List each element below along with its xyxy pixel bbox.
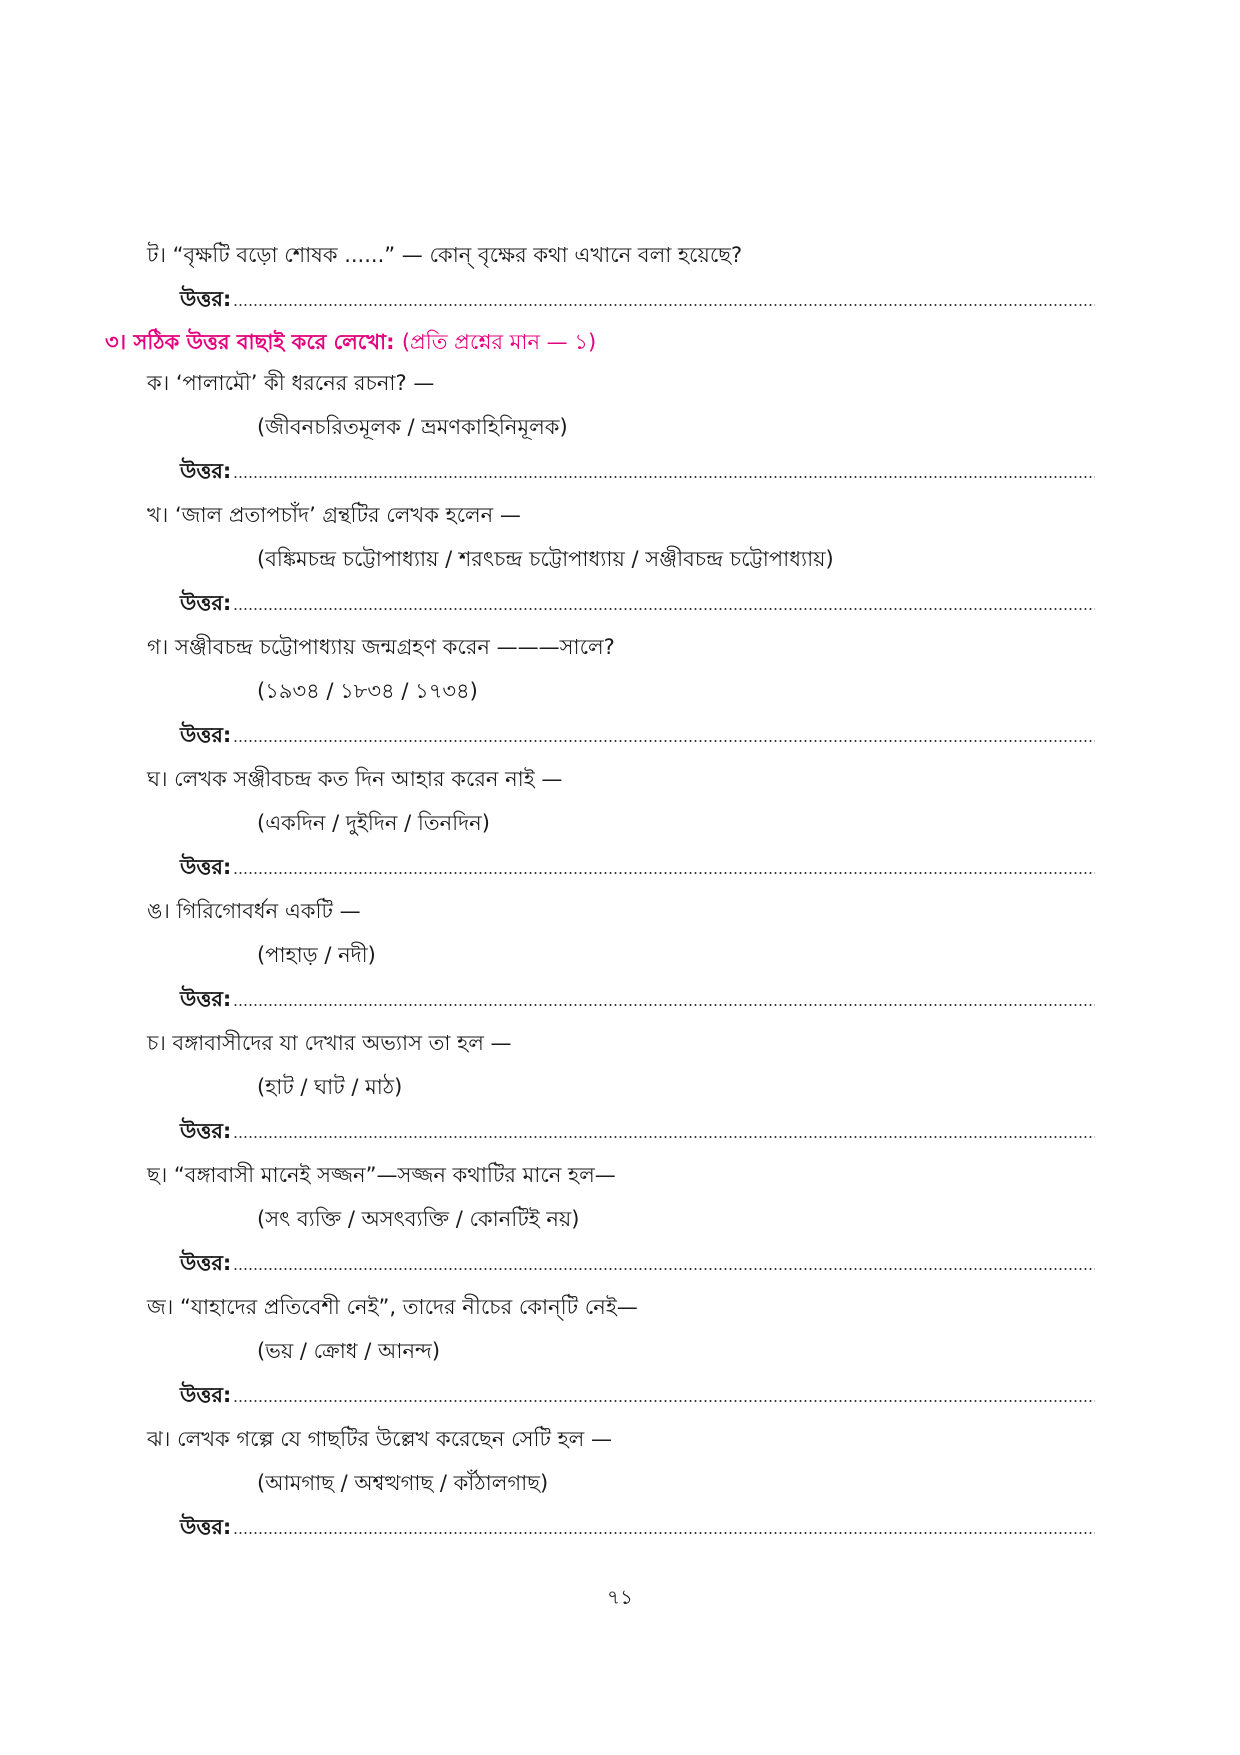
question-ga: গ। সঞ্জীবচন্দ্র চট্টোপাধ্যায় জন্মগ্রহণ করেন ———সালে? [147,635,615,659]
answer-label: উত্তর: [180,591,232,615]
options-nga: (পাহাড় / নদী) [257,943,376,967]
options-chha: (সৎ ব্যক্তি / অসৎব্যক্তি / কোনটিই নয়) [257,1207,580,1231]
answer-dots [233,1004,1095,1006]
answer-line-ka[interactable] [180,456,1095,486]
answer-dots [233,476,1095,478]
options-ka: (জীবনচরিতমূলক / ভ্রমণকাহিনিমূলক) [257,415,568,439]
answer-line-nga[interactable] [180,984,1095,1014]
question-jha: ঝ। লেখক গল্পে যে গাছটির উল্লেখ করেছেন সেটি হল — [147,1427,612,1451]
answer-dots [233,1136,1095,1138]
answer-line-cha[interactable] [180,1116,1095,1146]
question-ka: ক। ‘পালামৌ’ কী ধরনের রচনা? — [147,371,435,395]
answer-label: উত্তর: [180,987,232,1011]
answer-label: উত্তর: [180,855,232,879]
answer-line-ga[interactable] [180,720,1095,750]
answer-label: উত্তর: [180,1515,232,1539]
answer-dots [233,1532,1095,1534]
question-cha: চ। বঙ্গাবাসীদের যা দেখার অভ্যাস তা হল — [147,1031,512,1055]
answer-label: উত্তর: [180,287,232,311]
answer-dots [233,304,1095,306]
question-gha: ঘ। লেখক সঞ্জীবচন্দ্র কত দিন আহার করেন নাই — [147,767,563,791]
answer-dots [233,608,1095,610]
answer-label: উত্তর: [180,1119,232,1143]
answer-dots [233,740,1095,742]
section-3-heading [105,327,596,357]
answer-label: উত্তর: [180,1383,232,1407]
answer-line-ta[interactable] [180,284,1095,314]
question-ja: জ। “যাহাদের প্রতিবেশী নেই”, তাদের নীচের কোন্‌টি নেই— [147,1295,638,1319]
options-kha: (বঙ্কিমচন্দ্র চট্টোপাধ্যায় / শরৎচন্দ্র চট্টোপাধ্যায় / সঞ্জীবচন্দ্র চট্টোপাধ্যায়) [257,547,834,571]
question-ta: ট। “বৃক্ষটি বড়ো শোষক ......” — কোন্ বৃক্ষের কথা এখানে বলা হয়েছে? [147,243,743,267]
page-number: ৭১ [607,1585,633,1609]
answer-line-chha[interactable] [180,1248,1095,1278]
options-cha: (হাট / ঘাট / মাঠ) [257,1075,403,1099]
section-3-title: ৩। সঠিক উত্তর বাছাই করে লেখো: [105,330,395,354]
answer-dots [233,1268,1095,1270]
options-ga: (১৯৩৪ / ১৮৩৪ / ১৭৩৪) [257,679,478,703]
answer-dots [233,872,1095,874]
answer-label: উত্তর: [180,459,232,483]
options-ja: (ভয় / ক্রোধ / আনন্দ) [257,1339,441,1363]
answer-line-jha[interactable] [180,1512,1095,1542]
question-chha: ছ। “বঙ্গাবাসী মানেই সজ্জন”—সজ্জন কথাটির মানে হল— [147,1163,616,1187]
section-3-marks: (প্রতি প্রশ্নের মান — ১) [401,330,597,354]
answer-label: উত্তর: [180,1251,232,1275]
answer-line-kha[interactable] [180,588,1095,618]
answer-line-ja[interactable] [180,1380,1095,1410]
question-nga: ঙ। গিরিগোবর্ধন একটি — [147,899,361,923]
options-gha: (একদিন / দুইদিন / তিনদিন) [257,811,490,835]
answer-label: উত্তর: [180,723,232,747]
options-jha: (আমগাছ / অশ্বত্থগাছ / কাঁঠালগাছ) [257,1471,549,1495]
question-kha: খ। ‘জাল প্রতাপচাঁদ’ গ্রন্থটির লেখক হলেন — [147,503,521,527]
answer-dots [233,1400,1095,1402]
answer-line-gha[interactable] [180,852,1095,882]
